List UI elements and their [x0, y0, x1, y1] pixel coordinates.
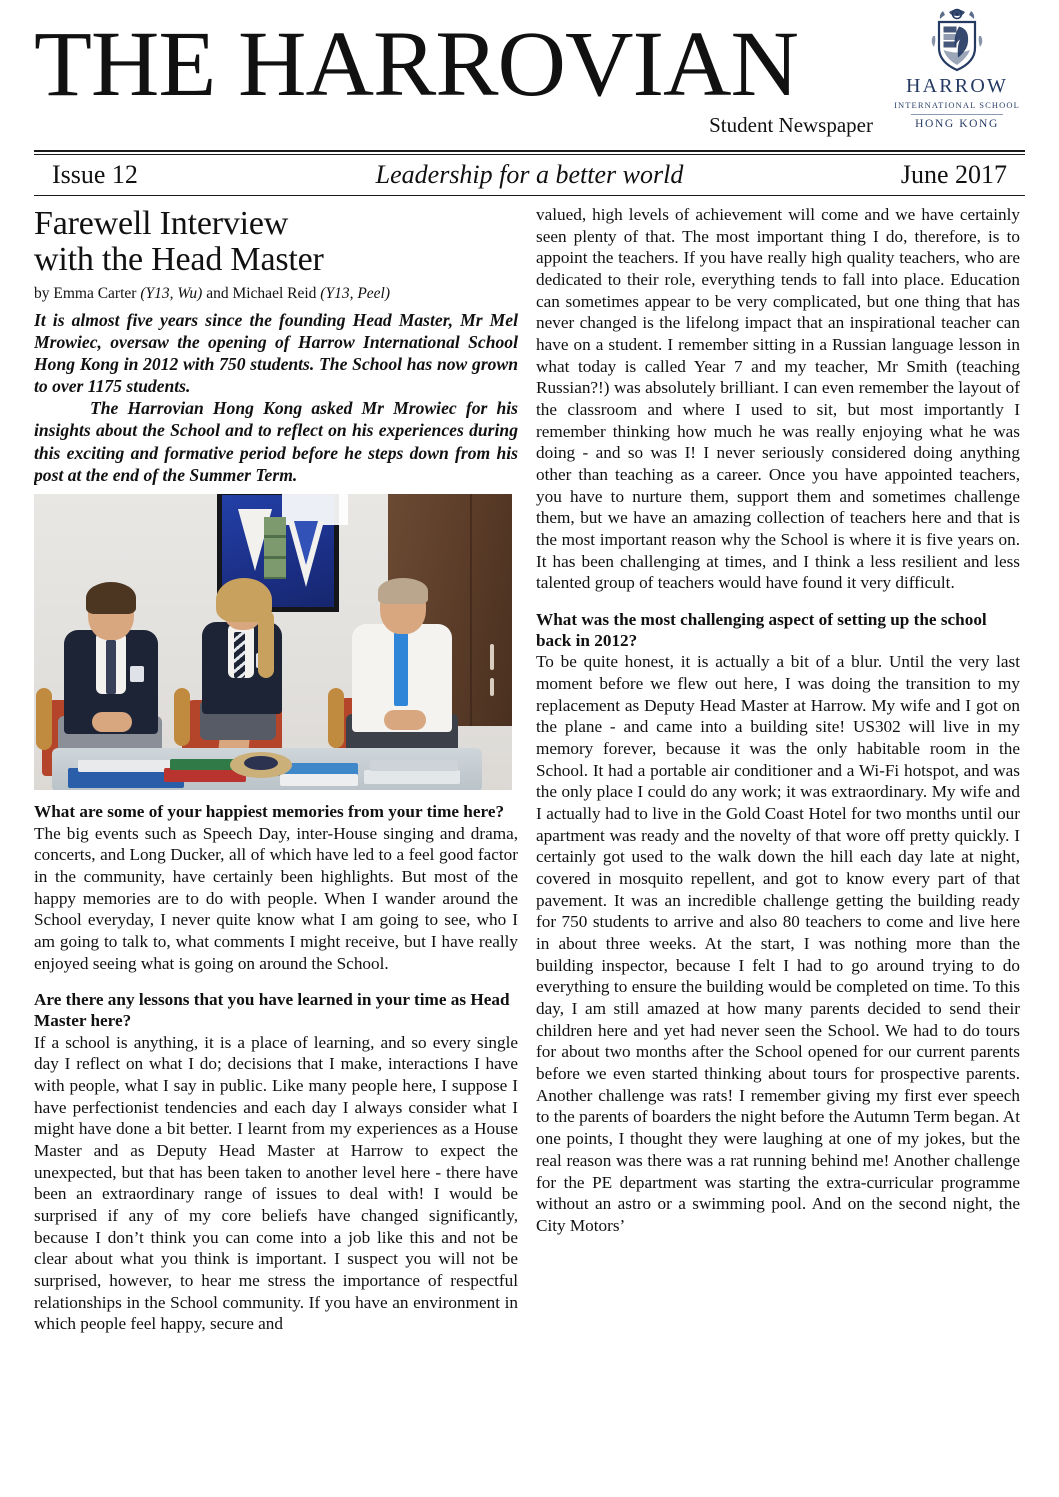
photo-chair-left-arm [36, 688, 52, 750]
logo-international-school-text: INTERNATIONAL SCHOOL [894, 100, 1020, 110]
article-photo [34, 494, 512, 790]
logo-harrow-text: HARROW [905, 75, 1009, 97]
standfirst-paragraph-1: It is almost five years since the founding Head Master, Mr Mel Mrowiec, oversaw the opening of Harrow International School Hong Kong in 2012 with 750 students. The School has now grown to over 1175 students. [34, 309, 518, 397]
logo-divider [911, 114, 1003, 115]
question-heading-3: What was the most challenging aspect of setting up the school back in 2012? [536, 610, 987, 650]
newspaper-title: THE HARROVIAN [34, 13, 799, 116]
logo-hong-kong-text: HONG KONG [915, 118, 999, 130]
photo-hair-centre-strand [258, 610, 274, 678]
answer-paragraph-3: To be quite honest, it is actually a bit of a blur. Until the very last moment before we flew out here, I was doing the transition to my replacement as Deputy Head Master at Harrow. My wife and I got on the plane - and came into a building site! US302 will live in my memory forever, because it was the only habitable room in the School. It had a portable air conditioner and a Wi-Fi hotspot, and was the only place I could do any work; it was extraordinary. My wife and I actually had to live in the Gold Coast Hotel for two months until our apartment was ready and the novelty of that wore off pretty quickly. I certainly got used to the walk down the hill each day late at night, covered in mosquito repellent, and got to know every part of that pavement. It was an incredible challenge getting the building ready for 750 students to arrive and also 80 teachers to come and live here in about three weeks. At the start, I was nothing more than the building inspector, because I felt I had to go around trying to do everything to ensure the building would be completed on time. To this day, I am still amazed at how many parents decided to send their children here and yet had never seen the School. We had to do tours for about two months after the School opened for our current parents before we even started thinking about tours for prospective parents. Another challenge was rats! I remember giving my first ever speech to the parents of boarders the night before the Autumn Term began. At one points, I thought they were laughing at one of my jokes, but the real reason was there was a rat running behind me! Another challenge for the PE department was starting the extra-curricular programme without an astro or a swimming pool. And on the second night, the City Motors’ [536, 652, 1020, 1235]
byline-join: and [202, 285, 233, 303]
issue-bar-rule-bottom [34, 195, 1025, 196]
photo-tie-left [106, 640, 116, 694]
photo-book [280, 774, 358, 786]
photo-tie-centre [234, 632, 245, 678]
photo-hair-left-2 [86, 582, 136, 614]
photo-cabinet-seam [470, 494, 472, 726]
byline-author-2-house: (Y13, Peel) [320, 285, 391, 303]
question-heading-1: What are some of your happiest memories from your time here? [34, 801, 505, 821]
photo-chair-right-arm [328, 688, 344, 748]
byline [34, 285, 518, 304]
question-heading-2: Are there any lessons that you have learned in your time as Head Master here? [34, 990, 510, 1030]
byline-author-2: Michael Reid [232, 285, 317, 303]
student-newspaper-label: Student Newspaper [709, 113, 873, 137]
school-motto: Leadership for a better world [375, 160, 684, 189]
photo-crest-badge-left [130, 666, 144, 682]
photo-hair-right [378, 578, 428, 604]
photo-hat-band [244, 756, 278, 770]
headline-line-1: Farewell Interview [34, 205, 289, 242]
photo-pennant-right-inner [294, 521, 318, 565]
headline-line-2: with the Head Master [34, 241, 324, 279]
photo-book [78, 760, 176, 772]
byline-author-1-house: (Y13, Wu) [140, 285, 203, 303]
issue-date: June 2017 [900, 160, 1007, 189]
issue-bar [34, 155, 1025, 195]
article-headline [34, 206, 518, 278]
photo-book [370, 760, 458, 771]
masthead [34, 0, 1025, 137]
article-columns [34, 202, 1025, 1464]
standfirst [34, 309, 518, 486]
photo-book [364, 770, 460, 784]
photo-cabinet-handle-lower [490, 678, 494, 696]
answer-paragraph-1: The big events such as Speech Day, inter-House singing and drama, concerts, and Long Ducker, all of which have led to a feel good factor in the community, have certainly been highlights. But most of the happy memories are to do with people. When I wander around the School everyday, I never quite know what I am going to see, who I am going to talk to, what comments I might receive, but I have really enjoyed seeing what is going on around the School. [34, 823, 518, 973]
byline-author-1: Emma Carter [53, 285, 137, 303]
standfirst-paragraph-2: The Harrovian Hong Kong asked Mr Mrowiec for his insights about the School and to reflect on his experiences during this exciting and formative period before he steps down from his post at the end of the Summer Term. [34, 398, 518, 485]
harrow-logo [893, 6, 1021, 130]
left-column [34, 202, 518, 1464]
byline-prefix: by [34, 285, 54, 303]
photo-hands-left [92, 712, 132, 732]
photo-cabinet-handle [490, 644, 494, 670]
right-column [536, 202, 1020, 1464]
answer-paragraph-2: If a school is anything, it is a place of learning, and so every single day I reflect on what I do; decisions that I make, interactions I have with people, what I say in public. Like many people here, I suppose I have perfectionist tendencies and each day I always consider what I might have done a bit better. I learnt from my experiences as a House Master and as Deputy Head Master at Harrow to expect the unexpected, but that has been taken to another level here - there have been an extraordinary range of issues to deal with! I would be surprised if any of my core beliefs have changed significantly, because I don’t think you can come into a job like this and not be clear about what you think is important. I suspect you will not be surprised, however, to hear me stress the importance of respectful relationships in the School community. If you have an environment in which people feel happy, secure and [34, 1032, 518, 1334]
harrow-crest-icon [929, 6, 985, 72]
photo-hands-right [384, 710, 426, 730]
photo-chair-centre-arm [174, 688, 190, 746]
photo-tie-right [394, 632, 408, 706]
issue-number: Issue 12 [52, 160, 138, 189]
answer-continuation: valued, high levels of achievement will come and we have certainly seen plenty of that. The most important thing I do, therefore, is to appoint the teachers. If you have really high quality teachers, who are dedicated to their role, everything tends to fall into place. Education can sometimes appear to be very complicated, but one thing that has never changed is the lifelong impact that an inspirational teacher can have on a student. I remember sitting in a Russian language lesson in what today is called Year 7 and my teacher, Mr Smith (teaching Russian?!) was absolutely brilliant. I can even remember the layout of the classroom and where I used to sit, but most importantly I remember thinking how much he was really enjoying what he was doing - and so was I! I never seriously considered doing anything other than teaching as a career. Once you have appointed teachers, you have to nurture them, support them and sometimes challenge them, but we have an amazing collection of teachers here and that is the most important reason why the School is where it is five years on. It has been challenging at times, and I think a less resilient and less talented group of teachers would have found it very difficult. [536, 205, 1020, 593]
